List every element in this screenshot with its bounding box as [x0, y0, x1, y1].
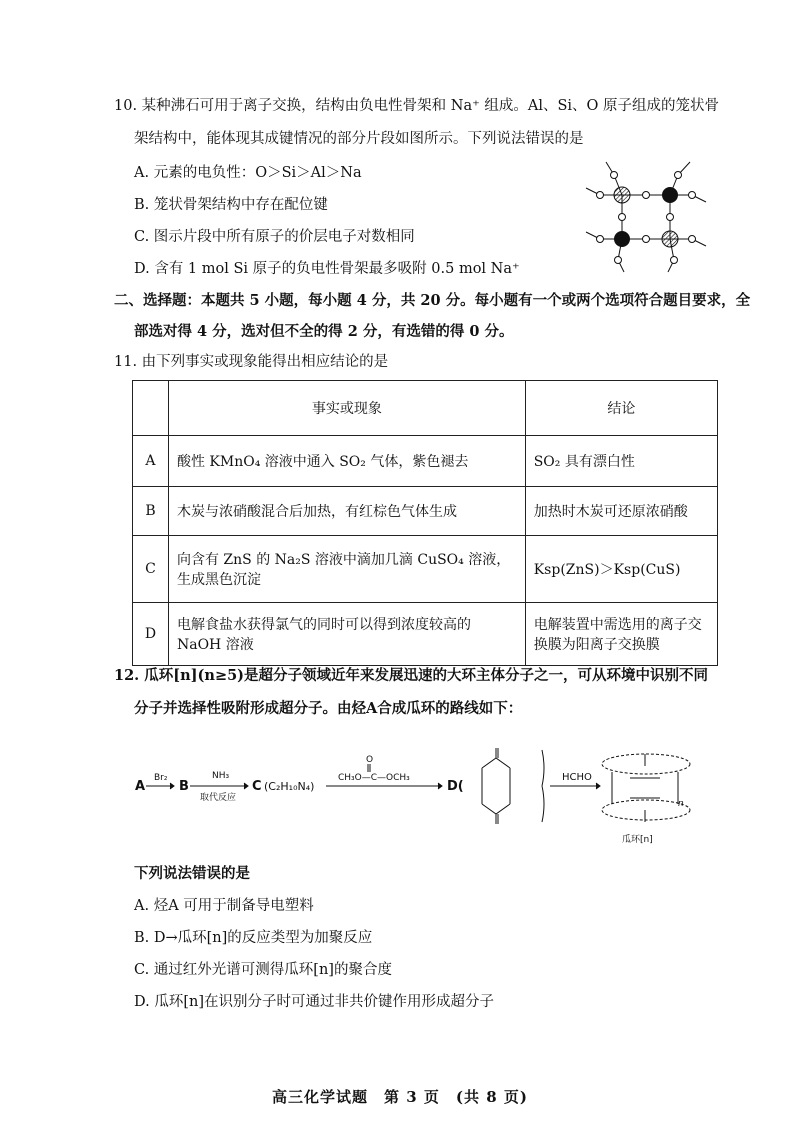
q12-option-d: D. 瓜环[n]在识别分子时可通过非共价键作用形成超分子 [134, 994, 494, 1010]
q10-option-c: C. 图示片段中所有原子的价层电子对数相同 [134, 229, 415, 245]
scheme-C: C [252, 779, 262, 794]
table-row [133, 436, 718, 487]
synthesis-scheme [130, 738, 720, 848]
q10-line1: 10. 某种沸石可用于离子交换，结构由负电性骨架和 Na⁺ 组成。Al、Si、O 原子组成的笼状骨 [114, 98, 720, 114]
q11-table [132, 380, 718, 666]
scheme-C-formula: (C₂H₁₀N₄) [264, 780, 315, 793]
scheme-carbonate-o: O [366, 755, 374, 765]
row-letter: A [133, 436, 169, 487]
table-header-row [133, 381, 718, 436]
row-letter: B [133, 487, 169, 536]
table-row [133, 603, 718, 666]
row-conclusion: Ksp(ZnS)＞Ksp(CuS) [525, 536, 717, 603]
q10-line2: 架结构中，能体现其成键情况的部分片段如图所示。下列说法错误的是 [134, 131, 584, 147]
table-row [133, 487, 718, 536]
scheme-product-label: 瓜环[n] [622, 835, 653, 845]
table-row [133, 536, 718, 603]
row-fact: 酸性 KMnO₄ 溶液中通入 SO₂ 气体，紫色褪去 [168, 436, 525, 487]
row-letter: C [133, 536, 169, 603]
scheme-reagent-nh3-note: 取代反应 [200, 793, 237, 803]
scheme-reagent-nh3: NH₃ [212, 771, 230, 781]
row-fact: 向含有 ZnS 的 Na₂S 溶液中滴加几滴 CuSO₄ 溶液，生成黑色沉淀 [168, 536, 525, 603]
q11-stem: 11. 由下列事实或现象能得出相应结论的是 [114, 354, 389, 370]
scheme-reagent-hcho: HCHO [562, 772, 592, 783]
table-header-conclusion: 结论 [525, 381, 717, 436]
scheme-D: D( [447, 779, 464, 794]
scheme-reagent-br2: Br₂ [154, 773, 168, 783]
scheme-A: A [135, 779, 146, 794]
table-header-fact: 事实或现象 [168, 381, 525, 436]
row-letter: D [133, 603, 169, 666]
q12-line2: 分子并选择性吸附形成超分子。由烃A合成瓜环的路线如下： [134, 700, 523, 717]
table-header-blank [133, 381, 169, 436]
q12-line1: 12. 瓜环[n](n≥5)是超分子领域近年来发展迅速的大环主体分子之一，可从环境中识别不同 [114, 667, 709, 684]
row-conclusion: SO₂ 具有漂白性 [525, 436, 717, 487]
page-footer: 高三化学试题 第 3 页 (共 8 页) [272, 1088, 528, 1106]
row-fact: 木炭与浓硝酸混合后加热，有红棕色气体生成 [168, 487, 525, 536]
row-conclusion: 电解装置中需选用的离子交换膜为阳离子交换膜 [525, 603, 717, 666]
section2-line2: 部选对得 4 分，选对但不全的得 2 分，有选错的得 0 分。 [134, 323, 514, 340]
zeolite-fragment-figure [580, 150, 710, 275]
row-conclusion: 加热时木炭可还原浓硝酸 [525, 487, 717, 536]
q12-stem2: 下列说法错误的是 [134, 865, 250, 882]
scheme-B: B [179, 779, 189, 794]
q10-option-a: A. 元素的电负性：O＞Si＞Al＞Na [134, 165, 362, 181]
section2-line1: 二、选择题：本题共 5 小题，每小题 4 分，共 20 分。每小题有一个或两个选项符合题目要求，全 [114, 292, 751, 309]
q12-option-a: A. 烃A 可用于制备导电塑料 [134, 898, 314, 914]
scheme-carbonate: CH₃O—C—OCH₃ [338, 773, 410, 783]
q12-option-b: B. D→瓜环[n]的反应类型为加聚反应 [134, 930, 373, 946]
q12-option-c: C. 通过红外光谱可测得瓜环[n]的聚合度 [134, 962, 392, 978]
q10-option-b: B. 笼状骨架结构中存在配位键 [134, 197, 328, 213]
row-fact: 电解食盐水获得氯气的同时可以得到浓度较高的 NaOH 溶液 [168, 603, 525, 666]
q10-option-d: D. 含有 1 mol Si 原子的负电性骨架最多吸附 0.5 mol Na⁺ [134, 261, 520, 277]
scheme-n: n [678, 799, 684, 809]
